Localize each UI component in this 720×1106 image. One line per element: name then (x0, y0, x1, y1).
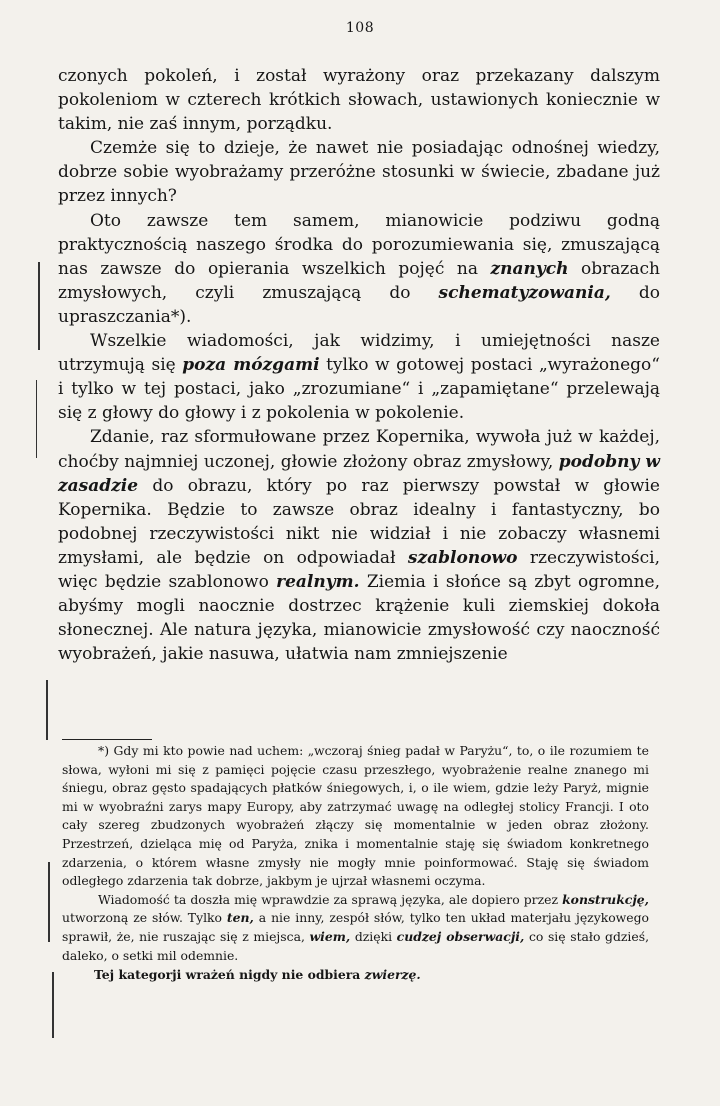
paragraph-4-emphasis-poza-mozgami: poza mózgami (182, 355, 320, 376)
paragraph-4 (58, 329, 660, 425)
paragraph-3-text-a: Oto zawsze tem samem, mianowicie podziwu godną praktycznością naszego środka do porozumiewania się, zmuszającą nas zawsze do opierania wszelkich pojęć na (58, 210, 660, 279)
paragraph-5-text-c: do obrazu, który po raz pierwszy powstał w głowie Kopernika. Będzie to zawsze obraz idealny i fantastyczny, bo podobnej rzeczywistości nikt nie widział i nie zobaczy własnemi zmysłami, ale będzie on odpowiadał (58, 475, 660, 568)
footnote-2-emphasis-wiem: wiem, (309, 928, 351, 944)
footnote-2-emphasis-konstrukcje: konstrukcję, (562, 891, 649, 907)
paragraph-5-emphasis-podobny: podobny w zasadzie (58, 451, 660, 496)
margin-pencil-mark (52, 972, 54, 1038)
paragraph-3 (58, 209, 660, 329)
margin-pencil-mark (48, 862, 50, 942)
paragraph-5-emphasis-szablonowo: szablonowo (407, 547, 518, 568)
footnote-3-emphasis-zwierze: zwierzę. (364, 967, 421, 983)
margin-pencil-mark (36, 380, 37, 458)
footnote-2-text-c: utworzoną ze słów. Tylko (62, 910, 227, 926)
footnote-2-text-i: co się stało gdzieś, daleko, o setki mil odemnie. (62, 928, 650, 963)
paragraph-5-text-e: rzeczywistości, więc będzie szablonowo (58, 547, 661, 592)
footnote-1: *) Gdy mi kto powie nad uchem: „wczoraj śnieg padał w Paryżu“, to, o ile rozumiem te słowa, wyłoni mi się z pamięci pojęcie czasu przeszłego, wyobrażenie realne znanego mi śniegu, obraz gęsto spadających płatków śniegowych, i, o ile wiem, gdzie leży Paryż, mignie mi w wyobraźni zarys mapy Europy, aby zatrzymać uwagę na odległej stolicy Francji. I oto cały szereg zbudzonych wyobrażeń złączy się momentalnie w jeden obraz złożony. Przestrzeń, dzieląca mię od Paryża, znika i momentalnie staję się świadom konkretnego zdarzenia, o którem własne zmysły nie mogły mnie poinformować. Staję się świadom odległego zdarzenia tak dobrze, jakbym je ujrzał własnemi oczyma. (62, 743, 649, 889)
footnote-2-text-a: Wiadomość ta doszła mię wprawdzie za sprawą języka, ale dopiero przez (98, 891, 563, 907)
footnote-2-text-e: a nie inny, zespół słów, tylko ten układ materjału językowego sprawił, że, nie ruszając się z miejsca, (62, 910, 649, 944)
paragraph-1: czonych pokoleń, i został wyrażony oraz przekazany dalszym pokoleniom w czterech krótkich słowach, ustawionych koniecznie w takim, nie zaś innym, porządku. (58, 66, 660, 135)
paragraph-3-emphasis-znanych: znanych (490, 258, 569, 279)
footnote-3-text-a: Tej kategorji wrażeń nigdy nie odbiera (94, 967, 365, 983)
paragraph-3-text-c: obrazach zmysłowych, czyli zmuszającą do (58, 258, 660, 303)
paragraph-3-emphasis-schematyzowania: schematyzowania, (438, 282, 611, 303)
footnote-2-emphasis-ten: ten, (226, 910, 254, 926)
footnote-2-text-g: dzięki (350, 928, 397, 944)
paragraph-5-text-a: Zdanie, raz sformułowane przez Kopernika, wywoła już w każdej, choćby najmniej uczonej, głowie złożony obraz zmysłowy, (58, 427, 660, 472)
paragraph-2: Czemże się to dzieje, że nawet nie posiadając odnośnej wiedzy, dobrze sobie wyobrażamy przeróżne stosunki w świecie, zbadane już przez innych? (58, 138, 660, 207)
margin-pencil-mark (46, 680, 48, 740)
footnote-2 (62, 891, 649, 965)
footnotes (62, 742, 649, 985)
paragraph-3-text-e: do upraszczania*). (58, 282, 660, 327)
footnote-2-emphasis-cudzej-obserwacji: cudzej obserwacji, (396, 928, 525, 944)
main-text (58, 64, 660, 666)
footnote-3 (62, 966, 649, 985)
paragraph-5-text-g: Ziemia i słońce są zbyt ogromne, abyśmy mogli naocznie dostrzec krążenie kuli ziemskiej dokoła słonecznej. Ale natura języka, mianowicie zmysłowość czy naoczność wyobrażeń, jakie nasuwa, ułatwia nam zmniejszenie (58, 571, 660, 665)
paragraph-5-emphasis-realnym: realnym. (276, 571, 360, 592)
margin-pencil-mark (38, 262, 40, 350)
footnote-divider (62, 739, 152, 740)
page-number: 108 (345, 20, 375, 36)
paragraph-4-text-a: Wszelkie wiadomości, jak widzimy, i umiejętności nasze utrzymują się (58, 331, 660, 376)
paragraph-5 (58, 425, 660, 666)
paragraph-4-text-c: tylko w gotowej postaci „wyrażonego“ i tylko w tej postaci, jako „zrozumiane“ i „zapamiętane“ przelewają się z głowy do głowy i z pokolenia w pokolenie. (58, 355, 660, 424)
